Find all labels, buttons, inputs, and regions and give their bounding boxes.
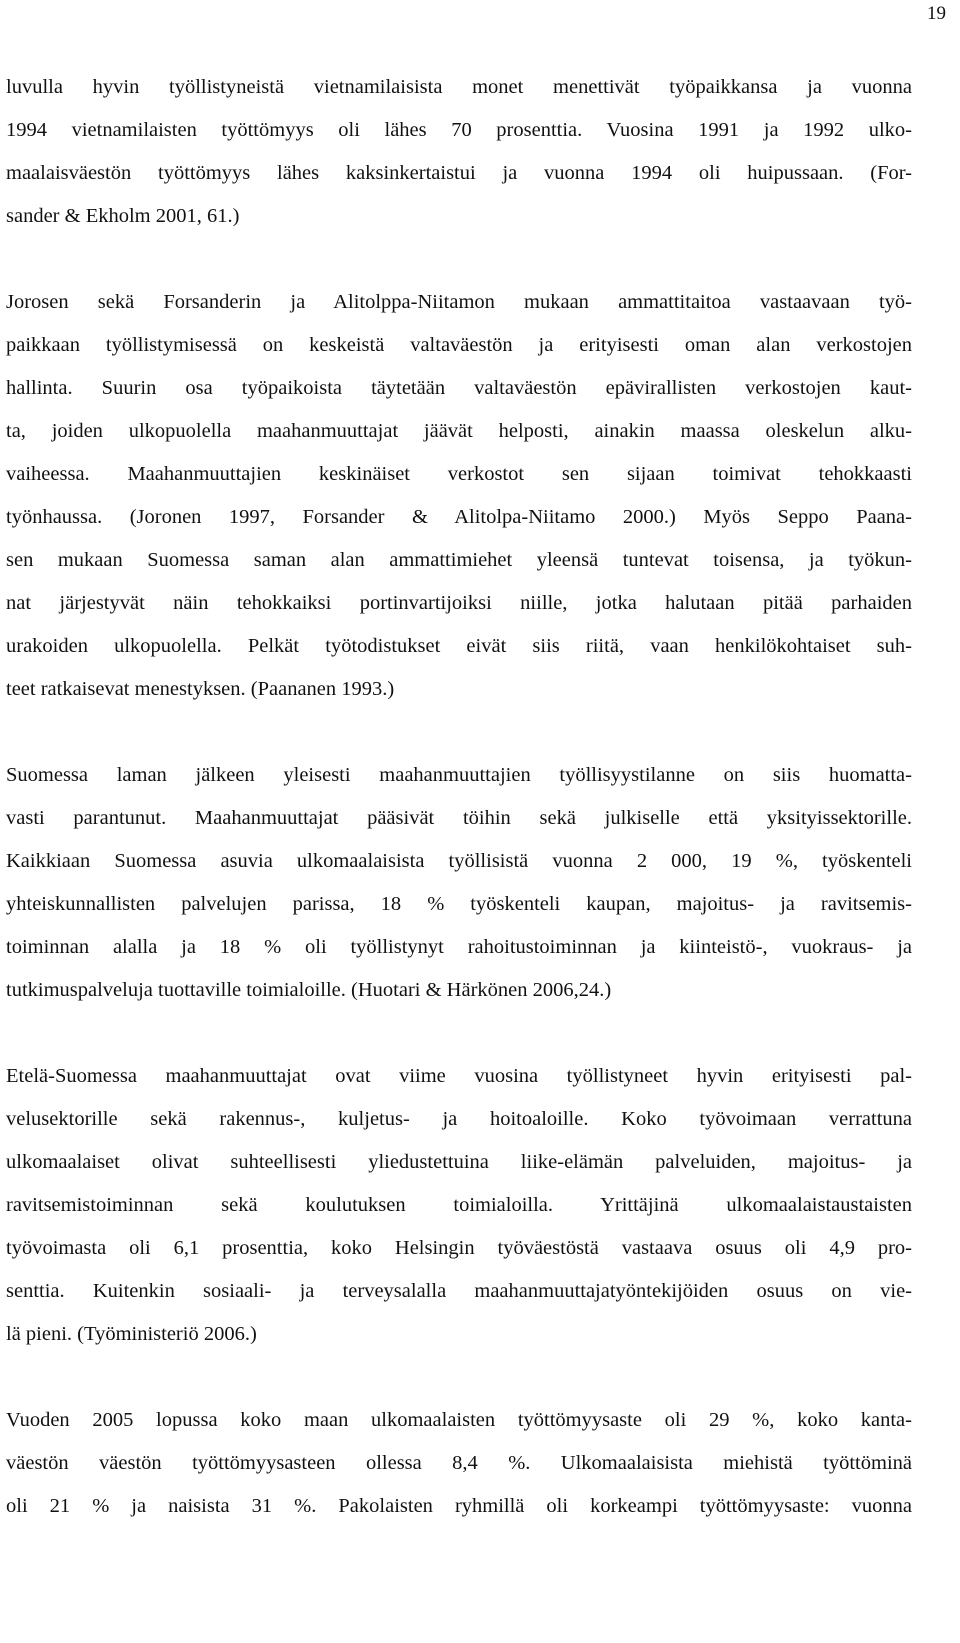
document-body [6,66,912,1528]
text-line: työvoimasta oli 6,1 prosenttia, koko Helsingin työväestöstä vastaava osuus oli 4,9 pro- [6,1237,912,1259]
text-line: Vuoden 2005 lopussa koko maan ulkomaalaisten työttömyysaste oli 29 %, koko kanta- [6,1409,912,1431]
text-line: ta, joiden ulkopuolella maahanmuuttajat jäävät helposti, ainakin maassa oleskelun alku- [6,420,912,442]
text-line: yhteiskunnallisten palvelujen parissa, 18 % työskenteli kaupan, majoitus- ja ravitsemis- [6,893,912,915]
text-line: oli 21 % ja naisista 31 %. Pakolaisten ryhmillä oli korkeampi työttömyysaste: vuonna [6,1495,912,1517]
text-line: työnhaussa. (Joronen 1997, Forsander & Alitolpa-Niitamo 2000.) Myös Seppo Paana- [6,506,912,528]
text-line: nat järjestyvät näin tehokkaiksi portinvartijoiksi niille, jotka halutaan pitää parhaiden [6,592,912,614]
text-line: ravitsemistoiminnan sekä koulutuksen toimialoilla. Yrittäjinä ulkomaalaistaustaisten [6,1194,912,1216]
text-line: maalaisväestön työttömyys lähes kaksinkertaistui ja vuonna 1994 oli huipussaan. (For- [6,162,912,184]
text-line: Jorosen sekä Forsanderin ja Alitolppa-Niitamon mukaan ammattitaitoa vastaavaan työ- [6,291,912,313]
paragraph-2 [6,281,912,711]
text-line: tutkimuspalveluja tuottaville toimialoille. (Huotari & Härkönen 2006,24.) [6,979,612,1001]
text-line: paikkaan työllistymisessä on keskeistä valtaväestön ja erityisesti oman alan verkostojen [6,334,912,356]
text-line: teet ratkaisevat menestyksen. (Paananen 1993.) [6,678,395,700]
paragraph-4 [6,1055,912,1356]
text-line: väestön väestön työttömyysasteen ollessa 8,4 %. Ulkomaalaisista miehistä työttöminä [6,1452,912,1474]
text-line: luvulla hyvin työllistyneistä vietnamilaisista monet menettivät työpaikkansa ja vuonna [6,76,912,98]
text-line: hallinta. Suurin osa työpaikoista täytetään valtaväestön epävirallisten verkostojen kaut- [6,377,912,399]
text-line: vaiheessa. Maahanmuuttajien keskinäiset verkostot sen sijaan toimivat tehokkaasti [6,463,912,485]
text-line: sander & Ekholm 2001, 61.) [6,205,240,227]
paragraph-5 [6,1399,912,1528]
text-line: toiminnan alalla ja 18 % oli työllistynyt rahoitustoiminnan ja kiinteistö-, vuokraus- ja [6,936,912,958]
text-line: vasti parantunut. Maahanmuuttajat pääsivät töihin sekä julkiselle että yksityissektorille. [6,807,912,829]
page-number: 19 [927,3,946,24]
text-line: 1994 vietnamilaisten työttömyys oli lähes 70 prosenttia. Vuosina 1991 ja 1992 ulko- [6,119,912,141]
text-line: lä pieni. (Työministeriö 2006.) [6,1323,257,1345]
text-line: urakoiden ulkopuolella. Pelkät työtodistukset eivät siis riitä, vaan henkilökohtaiset suh- [6,635,912,657]
text-line: velusektorille sekä rakennus-, kuljetus- ja hoitoaloille. Koko työvoimaan verrattuna [6,1108,912,1130]
paragraph-3 [6,754,912,1012]
text-line: ulkomaalaiset olivat suhteellisesti yliedustettuina liike-elämän palveluiden, majoitus- ja [6,1151,912,1173]
text-line: Suomessa laman jälkeen yleisesti maahanmuuttajien työllisyystilanne on siis huomatta- [6,764,912,786]
paragraph-1 [6,66,912,238]
text-line: Kaikkiaan Suomessa asuvia ulkomaalaisista työllisistä vuonna 2 000, 19 %, työskenteli [6,850,912,872]
text-line: senttia. Kuitenkin sosiaali- ja terveysalalla maahanmuuttajatyöntekijöiden osuus on vie- [6,1280,912,1302]
text-line: Etelä-Suomessa maahanmuuttajat ovat viime vuosina työllistyneet hyvin erityisesti pal- [6,1065,912,1087]
text-line: sen mukaan Suomessa saman alan ammattimiehet yleensä tuntevat toisensa, ja työkun- [6,549,912,571]
